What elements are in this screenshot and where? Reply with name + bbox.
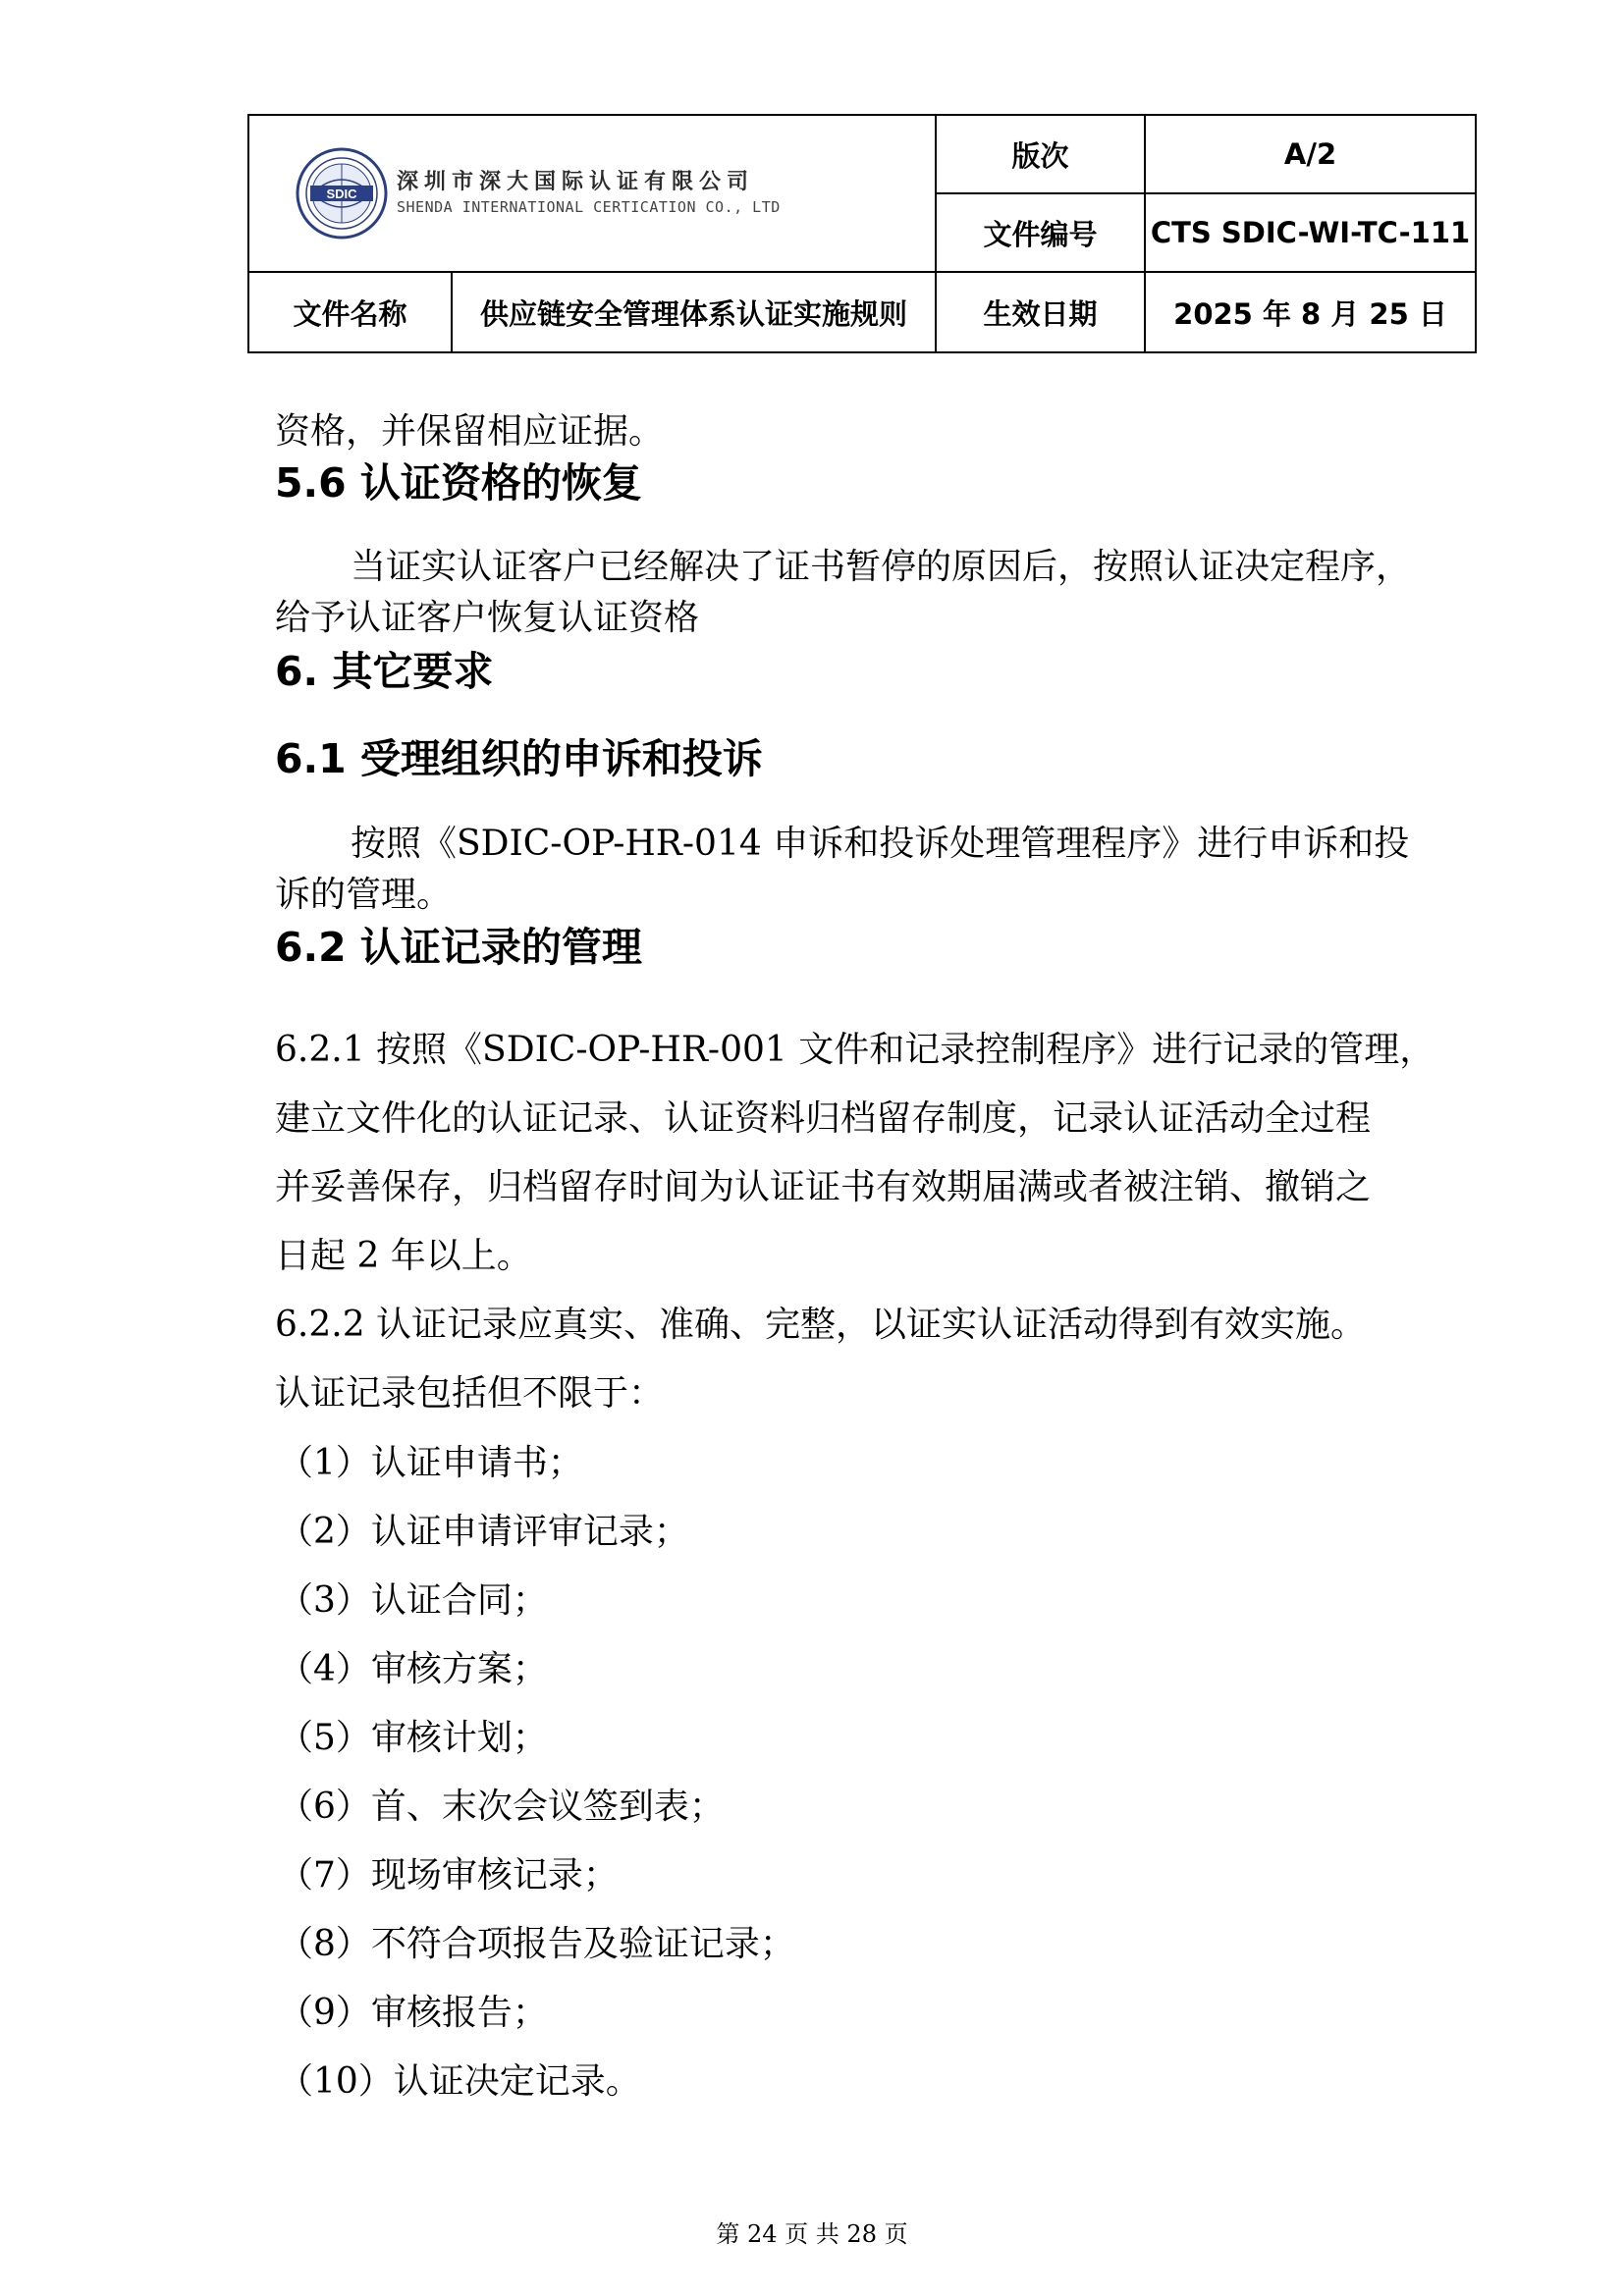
heading-6-2: 6.2 认证记录的管理 xyxy=(275,924,642,971)
list-item: （1）认证申请书； xyxy=(278,1443,583,1483)
paragraph-6-2-2-line-1: 6.2.2 认证记录应真实、准确、完整，以证实认证活动得到有效实施。 xyxy=(275,1305,1367,1345)
doc-number-label: 文件编号 xyxy=(936,193,1145,272)
paragraph-6-2-1-line-1: 6.2.1 按照《SDIC-OP-HR-001 文件和记录控制程序》进行记录的管理， xyxy=(275,1030,1435,1070)
list-item: （6）首、末次会议签到表； xyxy=(278,1787,725,1827)
list-item: （9）审核报告； xyxy=(278,1993,548,2033)
list-item: （10）认证决定记录。 xyxy=(278,2061,641,2102)
company-name-en: SHENDA INTERNATIONAL CERTICATION CO., LTD xyxy=(397,198,781,216)
list-item: （8）不符合项报告及验证记录； xyxy=(278,1924,795,1964)
list-item: （2）认证申请评审记录； xyxy=(278,1512,689,1552)
paragraph-6-2-1-line-3: 并妥善保存，归档留存时间为认证证书有效期届满或者被注销、撤销之 xyxy=(275,1167,1372,1207)
logo-text: SDIC xyxy=(326,187,357,201)
paragraph-5-6-line-1: 当证实认证客户已经解决了证书暂停的原因后，按照认证决定程序， xyxy=(351,547,1412,587)
paragraph-6-1-line-1: 按照《SDIC-OP-HR-014 申诉和投诉处理管理程序》进行申诉和投 xyxy=(351,824,1410,864)
paragraph-6-2-1-line-4: 日起 2 年以上。 xyxy=(275,1236,532,1276)
list-item: （7）现场审核记录； xyxy=(278,1855,619,1896)
heading-6-1: 6.1 受理组织的申诉和投诉 xyxy=(275,735,763,782)
heading-5-6: 5.6 认证资格的恢复 xyxy=(275,459,642,507)
paragraph-5-6-line-2: 给予认证客户恢复认证资格 xyxy=(275,598,700,638)
paragraph-continuation: 资格，并保留相应证据。 xyxy=(275,411,665,452)
heading-6: 6. 其它要求 xyxy=(275,648,494,695)
doc-number-value: CTS SDIC-WI-TC-111 xyxy=(1145,193,1476,272)
effective-date-value: 2025 年 8 月 25 日 xyxy=(1145,272,1476,352)
paragraph-6-2-2-line-2: 认证记录包括但不限于： xyxy=(275,1373,665,1414)
version-value: A/2 xyxy=(1145,115,1476,193)
company-name-cn: 深圳市深大国际认证有限公司 xyxy=(397,170,755,194)
effective-date-label: 生效日期 xyxy=(936,272,1145,352)
doc-name-label: 文件名称 xyxy=(248,272,452,352)
paragraph-6-2-1-line-2: 建立文件化的认证记录、认证资料归档留存制度，记录认证活动全过程 xyxy=(275,1098,1372,1139)
doc-name-value: 供应链安全管理体系认证实施规则 xyxy=(452,272,936,352)
document-header-table xyxy=(247,114,1477,353)
list-item: （4）审核方案； xyxy=(278,1649,548,1689)
logo-cell xyxy=(248,115,936,272)
page-number: 第 24 页 共 28 页 xyxy=(716,2220,908,2248)
paragraph-6-1-line-2: 诉的管理。 xyxy=(275,875,453,915)
version-label: 版次 xyxy=(936,115,1145,193)
list-item: （3）认证合同； xyxy=(278,1580,548,1621)
company-logo-icon xyxy=(295,146,389,240)
list-item: （5）审核计划； xyxy=(278,1718,548,1758)
